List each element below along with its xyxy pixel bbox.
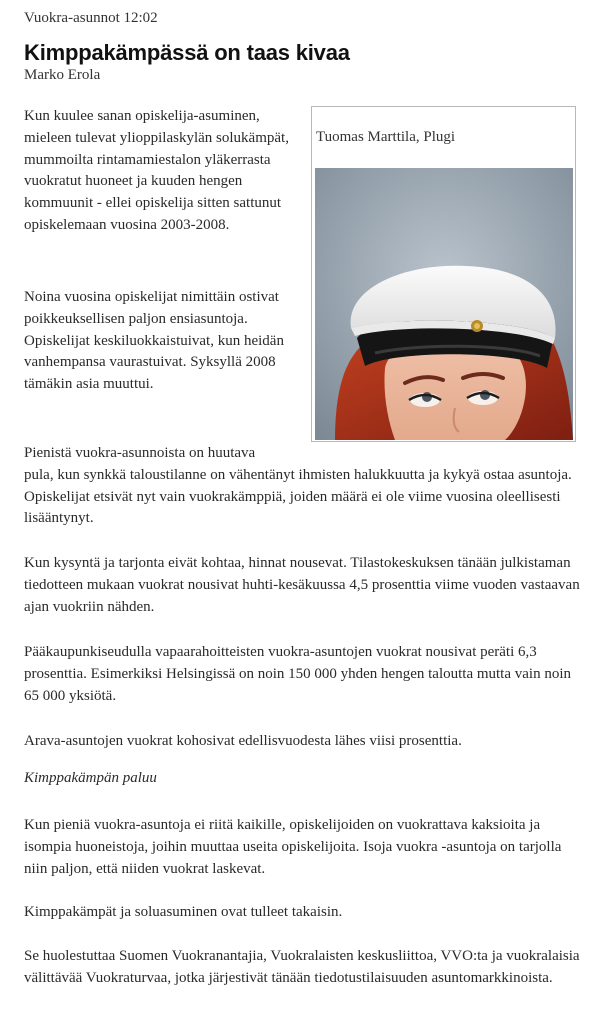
photo-credit: Tuomas Marttila, Plugi xyxy=(316,129,456,145)
article-paragraph-9: Se huolestuttaa Suomen Vuokranantajia, Vuokralaisten keskusliittoa, VVO:ta ja vuokralaisia välittävää Vuokraturvaa, jotka järjestivät tänään tiedotustilaisuuden asuntomarkkinoista. xyxy=(24,948,580,986)
article-paragraph-5: Pääkaupunkiseudulla vapaarahoitteisten vuokra-asuntojen vuokrat nousivat peräti 6,3 prosenttia. Esimerkiksi Helsingissä on noin 150 000 yhden hengen taloutta mutta vain noin 65 000 yksiötä. xyxy=(24,644,572,704)
article-paragraph-8: Kimppakämpät ja soluasuminen ovat tulleet takaisin. xyxy=(24,904,343,920)
article-paragraph-2: Noina vuosina opiskelijat nimittäin ostivat poikkeuksellisen paljon ensiasuntoja. Opiskelijat keskiluokkaistuivat, kun heidän vanhempansa vaurastuivat. Syksyllä 2008 tämäkin asia muuttui. xyxy=(24,289,284,393)
student-cap-portrait-photo xyxy=(315,168,573,440)
article-author: Marko Erola xyxy=(24,67,101,83)
article-headline: Kimppakämpässä on taas kivaa xyxy=(24,40,350,65)
article-paragraph-3 xyxy=(24,443,584,530)
article-subheading: Kimppakämpän paluu xyxy=(24,770,157,786)
article-paragraph-6: Arava-asuntojen vuokrat kohosivat edellisvuodesta lähes viisi prosenttia. xyxy=(24,733,462,749)
article-paragraph-7: Kun pieniä vuokra-asuntoja ei riitä kaikille, opiskelijoiden on vuokrattava kaksioita ja isompia huoneistoja, joihin muuttaa useita opiskelijoita. Isoja vuokra -asuntoja on tarjolla niin paljon, että niiden vuokrat laskevat. xyxy=(24,817,562,877)
photo-figure xyxy=(311,106,576,442)
section-and-time: Vuokra-asunnot 12:02 xyxy=(24,10,158,26)
article-paragraph-4: Kun kysyntä ja tarjonta eivät kohtaa, hinnat nousevat. Tilastokeskuksen tänään julkistaman tiedotteen mukaan vuokrat nousivat huhti-kesäkuussa 4,5 prosenttia viime vuoden vastaavan ajan vuokriin nähden. xyxy=(24,555,580,615)
paragraph-3-text: Pienistä vuokra-asunnoista on huutava xyxy=(24,445,256,461)
article-paragraph-1: Kun kuulee sanan opiskelija-asuminen, mieleen tulevat ylioppilaskylän solukämpät, mummoilta rintamamiestalon yläkerrasta vuokratut huoneet ja kuuden hengen kommuunit - ellei opiskelija sitten sattunut opiskelemaan vuosina 2003-2008. xyxy=(24,108,289,233)
paragraph-3-rest: pula, kun synkkä taloustilanne on vähentänyt ihmisten halukkuutta ja kykyä ostaa asuntoja. Opiskelijat etsivät nyt vain vuokrakämppiä, joiden määrä ei ole viime vuosina oleellisesti lisääntynyt. xyxy=(24,466,572,527)
